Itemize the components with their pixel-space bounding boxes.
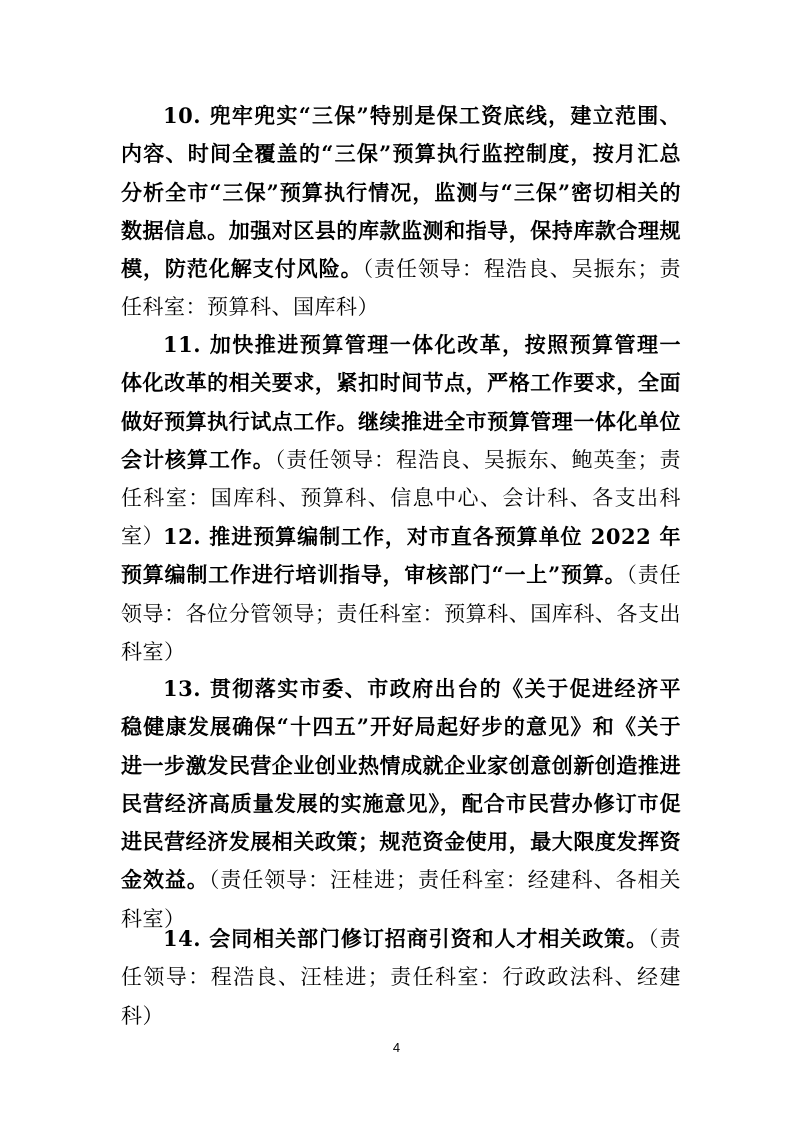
paragraph-responsibility-note: （责任领导：程浩良、吴振东、鲍英奎；责任科室：国库科、预算科、信息中心、会计科、各支出科室） [121,447,682,549]
paragraph-responsibility-note: （责任领导：各位分管领导；责任科室：预算科、国库科、各支出科室） [121,563,682,664]
paragraph-lead-text: 11. 加快推进预算管理一体化改革，按照预算管理一体化改革的相关要求，紧扣时间节点，严格工作要求，全面做好预算执行试点工作。继续推进全市预算管理一体化单位会计核算工作。 [121,332,681,472]
page-number: 4 [392,1040,401,1055]
paragraph-lead-text: 12. 推进预算编制工作，对市直各预算单位 2022 年预算编制工作进行培训指导，审核部门“一上”预算。 [121,524,681,588]
paragraph-lead-text: 10. 兜牢兜实“三保”特别是保工资底线，建立范围、内容、时间全覆盖的“三保”预算执行监控制度，按月汇总分析全市“三保”预算执行情况，监测与“三保”密切相关的数据信息。加强对区县的库款监测和指导，保持库款合理规模，防范化解支付风险。 [121,103,681,282]
paragraph-lead-text: 14. 会同相关部门修订招商引资和人才相关政策。 [163,926,649,951]
paragraph-responsibility-note: （责任领导：汪桂进；责任科室：经建科、各相关科室） [121,868,682,931]
paragraph-item-13 [121,670,681,938]
paragraph-item-12 [121,518,681,671]
paragraph-responsibility-note: （责任领导：程浩良、汪桂进；责任科室：行政政法科、经建科） [121,927,681,1028]
paragraph-lead-text: 13. 贯彻落实市委、市政府出台的《关于促进经济平稳健康发展确保“十四五”开好局起好步的意见》和《关于进一步激发民营企业创业热情成就企业家创意创新创造推进民营经济高质量发展的实施意见》，配合市民营办修订市促进民营经济发展相关政策；规范资金使用，最大限度发挥资金效益。 [121,676,681,893]
paragraph-item-14 [121,920,681,1035]
paragraph-item-10 [121,97,681,327]
paragraph-responsibility-note: （责任领导：程浩良、吴振东；责任科室：预算科、国库科） [121,257,682,320]
